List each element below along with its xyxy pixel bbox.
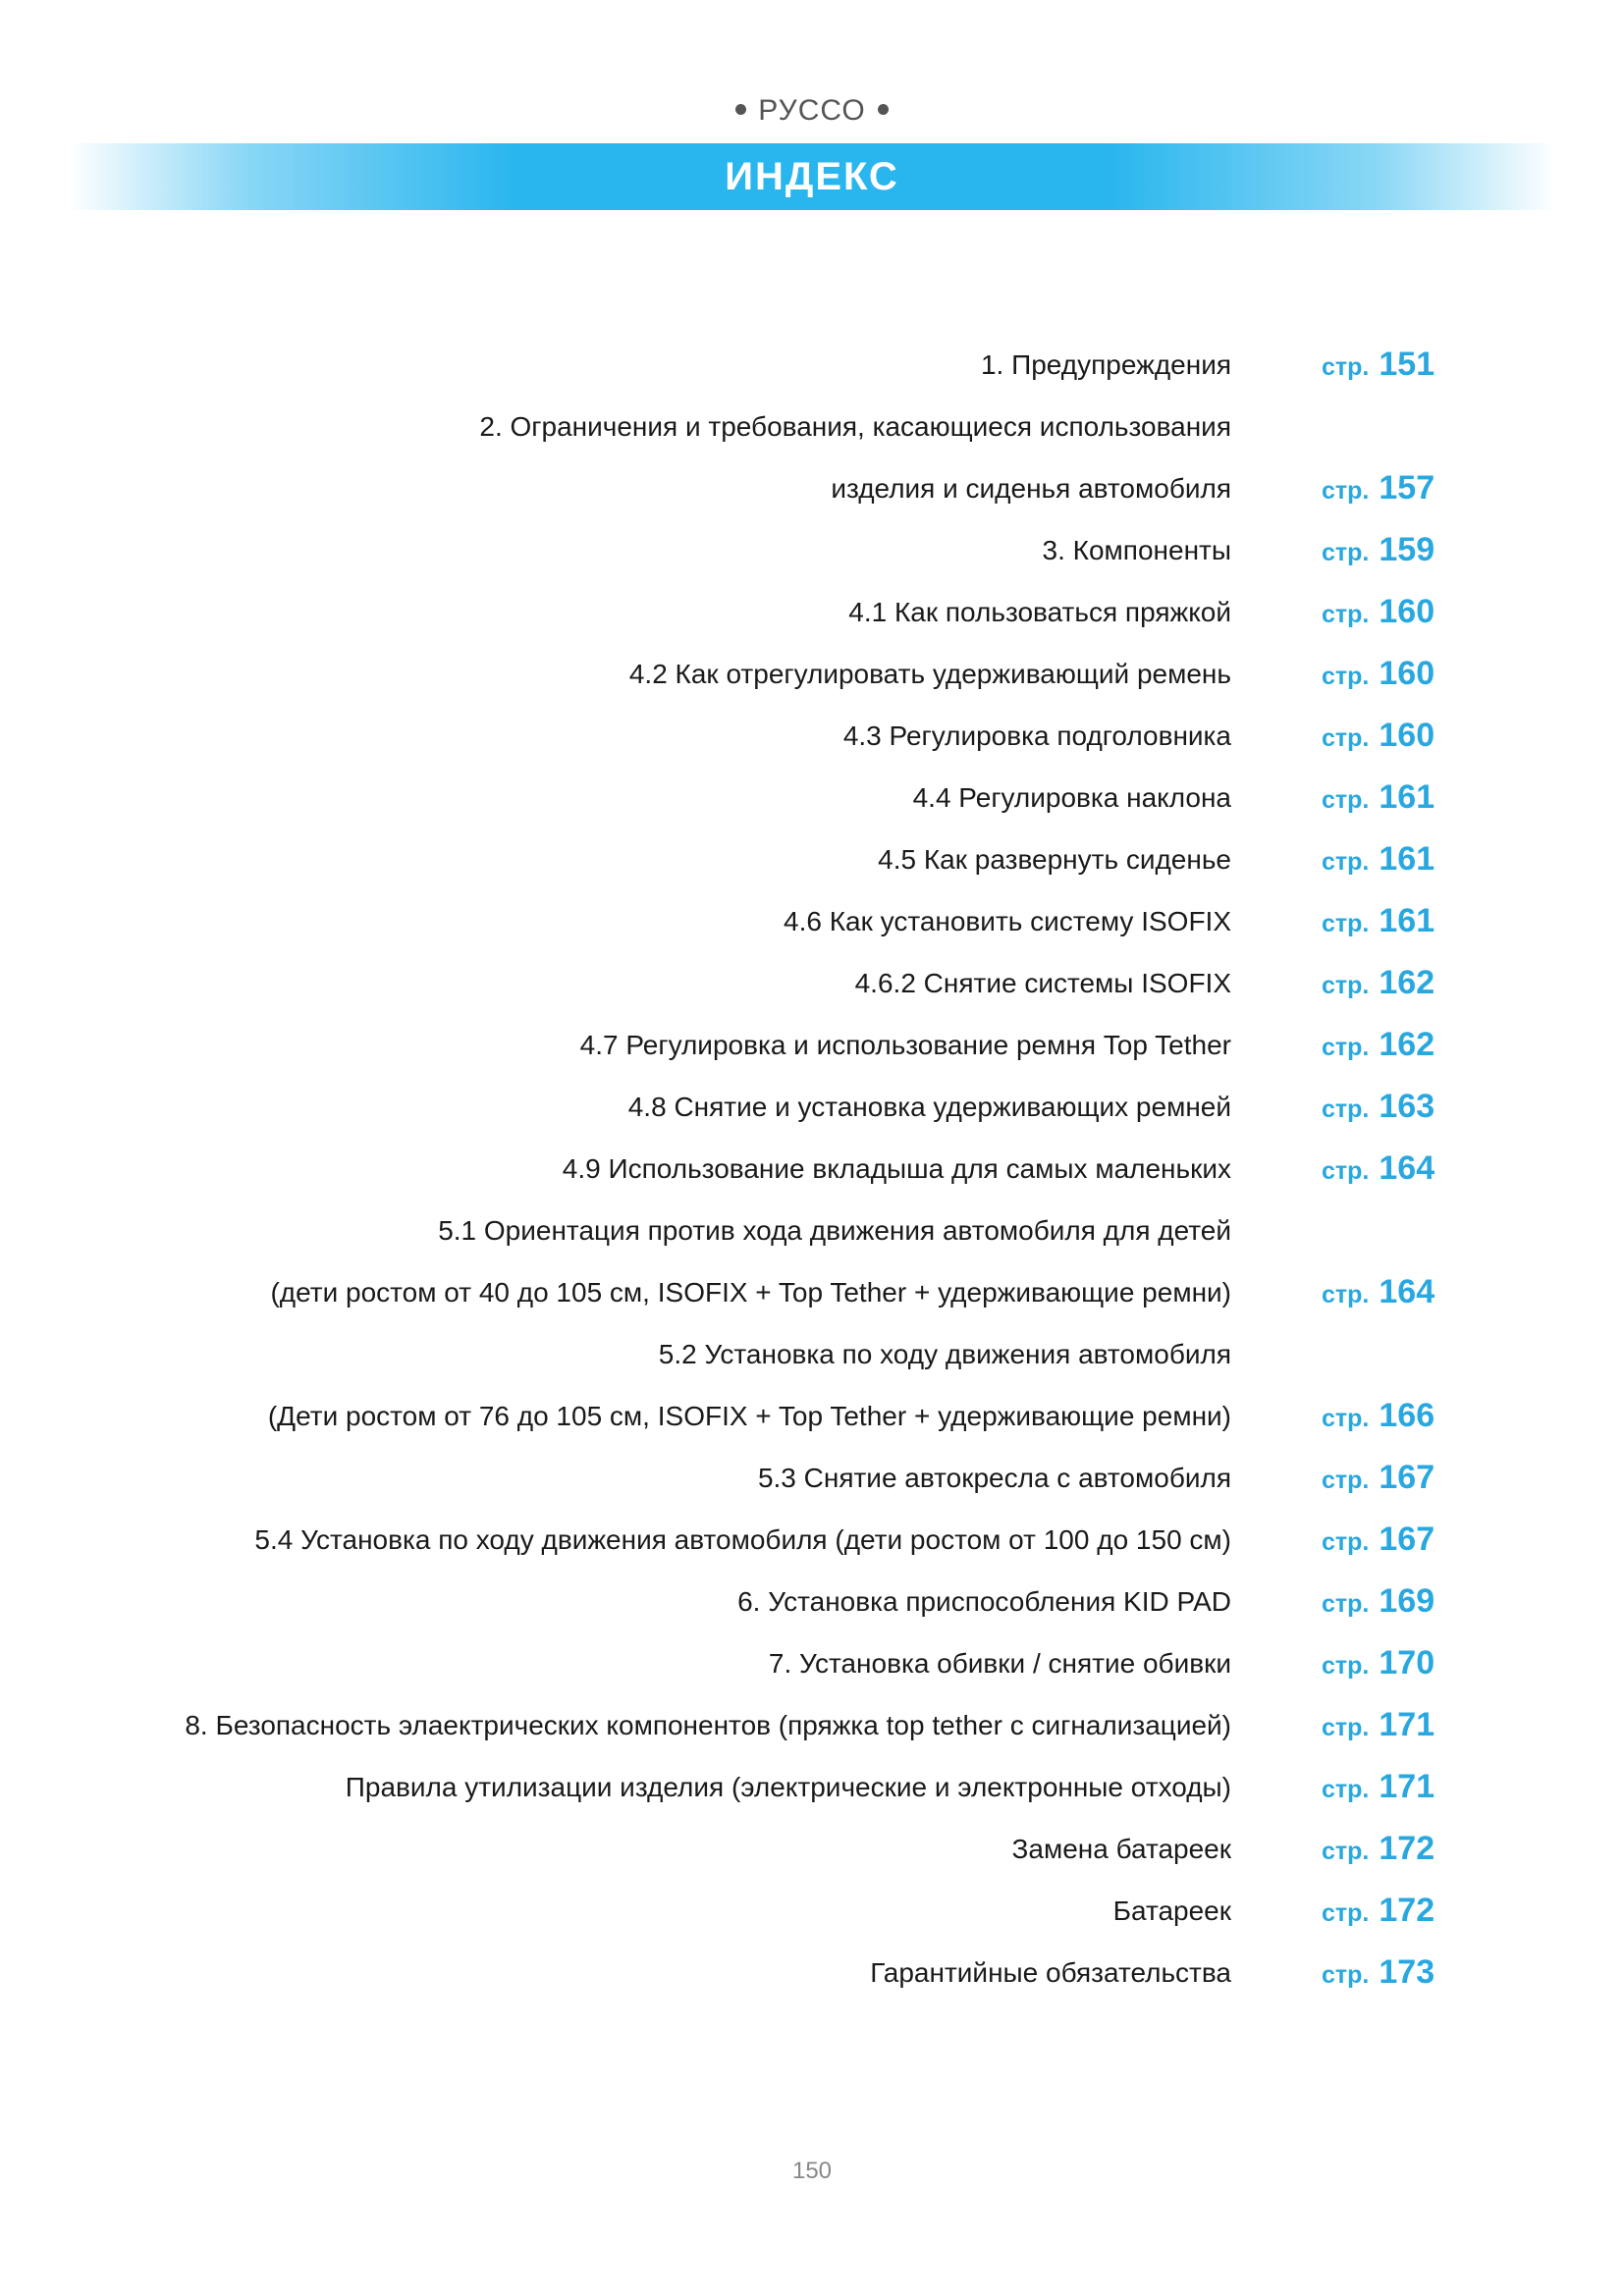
page-ref-number: 172 [1379,1892,1435,1929]
page-ref-number: 164 [1379,1273,1435,1310]
toc-entry-page [1322,1138,1435,1205]
toc-row [0,952,1624,1014]
toc-row [0,581,1624,643]
toc-row [0,1261,1624,1323]
page-ref-number: 167 [1379,1459,1435,1496]
page-ref-number: 164 [1379,1149,1435,1187]
toc-entry-page [1322,643,1435,711]
page-prefix: стр. [1322,1899,1370,1927]
toc-entry-title: изделия и сиденья автомобиля [831,473,1231,504]
toc-row [0,890,1624,952]
toc-row [0,643,1624,705]
page-prefix: стр. [1322,539,1370,566]
page-prefix: стр. [1322,1652,1370,1680]
toc-entry-title: 1. Предупреждения [980,349,1231,380]
page-prefix: стр. [1322,1157,1370,1185]
page-ref-number: 161 [1379,902,1435,939]
page-prefix: стр. [1322,1838,1370,1865]
page-prefix: стр. [1322,601,1370,628]
toc-entry-page [1322,334,1435,401]
toc-entry-page [1322,519,1435,587]
toc-entry-page [1322,1880,1435,1948]
toc-entry-page [1322,1076,1435,1144]
toc-entry-title: 5.1 Ориентация против хода движения автомобиля для детей [438,1215,1231,1246]
page-prefix: стр. [1322,477,1370,505]
page-ref-number: 169 [1379,1582,1435,1620]
toc-entry-title: 4.9 Использование вкладыша для самых маленьких [562,1153,1231,1184]
toc-entry-title: (Дети ростом от 76 до 105 см, ISOFIX + Top Tether + удерживающие ремни) [267,1401,1231,1431]
toc-row [0,334,1624,396]
page-ref-number: 162 [1379,1026,1435,1063]
toc-entry-page [1322,1385,1435,1453]
page-prefix: стр. [1322,972,1370,999]
toc-entry-title: 4.8 Снятие и установка удерживающих ремней [627,1092,1231,1122]
bullet-dot-icon [878,104,889,115]
page-ref-number: 171 [1379,1706,1435,1743]
toc-row [0,1447,1624,1509]
toc-entry-page [1322,1571,1435,1638]
page-prefix: стр. [1322,1714,1370,1741]
page-prefix: стр. [1322,663,1370,690]
toc-entry-page [1322,705,1435,773]
page-number: 150 [791,2158,833,2184]
page-ref-number: 151 [1379,346,1435,383]
toc-entry-title: Батареек [1112,1896,1231,1926]
toc-row [0,1818,1624,1880]
toc-entry-title: 4.4 Регулировка наклона [912,782,1231,813]
page-prefix: стр. [1322,1095,1370,1123]
page-prefix: стр. [1322,786,1370,814]
toc-entry-page [1322,952,1435,1020]
page-ref-number: 162 [1379,964,1435,1001]
toc-entry-title: 5.4 Установка по ходу движения автомобиля (дети ростом от 100 до 150 см) [254,1524,1231,1555]
toc-row [0,1323,1624,1385]
toc-entry-title: 5.2 Установка по ходу движения автомобиля [658,1339,1231,1369]
toc-entry-title: 4.3 Регулировка подголовника [842,721,1231,751]
toc-row [0,828,1624,890]
toc-entry-page [1322,1014,1435,1082]
toc-row [0,1880,1624,1942]
toc-entry-page [1322,1756,1435,1824]
language-text: РУССО [758,94,866,127]
page-ref-number: 166 [1379,1397,1435,1434]
toc-row [0,1200,1624,1261]
page-ref-number: 159 [1379,531,1435,568]
toc-entry-title: (дети ростом от 40 до 105 см, ISOFIX + Top Tether + удерживающие ремни) [270,1277,1231,1308]
page-prefix: стр. [1322,1034,1370,1061]
toc-entry-title: Правила утилизации изделия (электрические и электронные отходы) [345,1772,1231,1802]
toc-row [0,1076,1624,1138]
toc-row [0,1014,1624,1076]
toc-entry-title: 4.6.2 Снятие системы ISOFIX [854,968,1231,998]
toc-entry-title: 5.3 Снятие автокресла с автомобиля [757,1463,1231,1493]
page-prefix: стр. [1322,1281,1370,1308]
toc-entry-page [1322,1261,1435,1329]
toc-entry-page [1322,767,1435,834]
table-of-contents [0,334,1624,2003]
page-prefix: стр. [1322,1467,1370,1494]
toc-entry-page [1322,828,1435,896]
toc-entry-page [1322,1818,1435,1886]
page-title: ИНДЕКС [725,154,899,198]
page-ref-number: 157 [1379,469,1435,507]
page-prefix: стр. [1322,910,1370,937]
toc-entry-page [1322,890,1435,958]
page-ref-number: 167 [1379,1521,1435,1558]
toc-entry-title: 4.1 Как пользоваться пряжкой [848,597,1231,627]
page-ref-number: 160 [1379,717,1435,754]
toc-entry-title: 3. Компоненты [1042,535,1231,565]
toc-entry-title: 7. Установка обивки / снятие обивки [768,1648,1231,1679]
page-ref-number: 163 [1379,1088,1435,1125]
toc-entry-page [1322,1509,1435,1576]
toc-entry-page [1322,1942,1435,2009]
toc-entry-title: 8. Безопасность элаектрических компонентов (пряжка top tether с сигнализацией) [185,1710,1231,1740]
toc-row [0,396,1624,457]
page-ref-number: 161 [1379,840,1435,878]
toc-entry-title: Гарантийные обязательства [870,1957,1231,1988]
page-prefix: стр. [1322,848,1370,876]
title-banner [69,143,1555,210]
toc-row [0,519,1624,581]
toc-entry-title: 6. Установка приспособления KID PAD [737,1586,1231,1617]
page-prefix: стр. [1322,1590,1370,1618]
toc-row [0,1571,1624,1632]
page-ref-number: 173 [1379,1953,1435,1991]
toc-entry-title: 4.2 Как отрегулировать удерживающий ремень [628,659,1231,689]
bullet-dot-icon [735,104,746,115]
page-ref-number: 171 [1379,1768,1435,1805]
toc-entry-title: 4.5 Как развернуть сиденье [878,844,1231,875]
toc-entry-page [1322,457,1435,525]
toc-row [0,1942,1624,2003]
page-ref-number: 170 [1379,1644,1435,1682]
page-ref-number: 160 [1379,655,1435,692]
toc-entry-title: 4.6 Как установить систему ISOFIX [784,906,1231,936]
toc-entry-page [1322,1447,1435,1515]
page-prefix: стр. [1322,1961,1370,1989]
toc-row [0,767,1624,828]
page-prefix: стр. [1322,353,1370,381]
toc-entry-page [1322,1694,1435,1762]
language-label [0,94,1624,128]
page-prefix: стр. [1322,1405,1370,1432]
toc-row [0,1509,1624,1571]
toc-row [0,705,1624,767]
page-prefix: стр. [1322,724,1370,752]
toc-row [0,1385,1624,1447]
page-prefix: стр. [1322,1528,1370,1556]
page-ref-number: 160 [1379,593,1435,630]
page-ref-number: 161 [1379,778,1435,816]
toc-row [0,457,1624,519]
toc-row [0,1632,1624,1694]
toc-row [0,1756,1624,1818]
toc-row [0,1138,1624,1200]
toc-entry-page [1322,1632,1435,1700]
toc-entry-title: Замена батареек [1011,1834,1231,1864]
toc-entry-title: 4.7 Регулировка и использование ремня Top Tether [579,1030,1231,1060]
toc-entry-page [1322,581,1435,649]
page-ref-number: 172 [1379,1830,1435,1867]
toc-row [0,1694,1624,1756]
toc-entry-title: 2. Ограничения и требования, касающиеся использования [479,411,1231,442]
page-prefix: стр. [1322,1776,1370,1803]
